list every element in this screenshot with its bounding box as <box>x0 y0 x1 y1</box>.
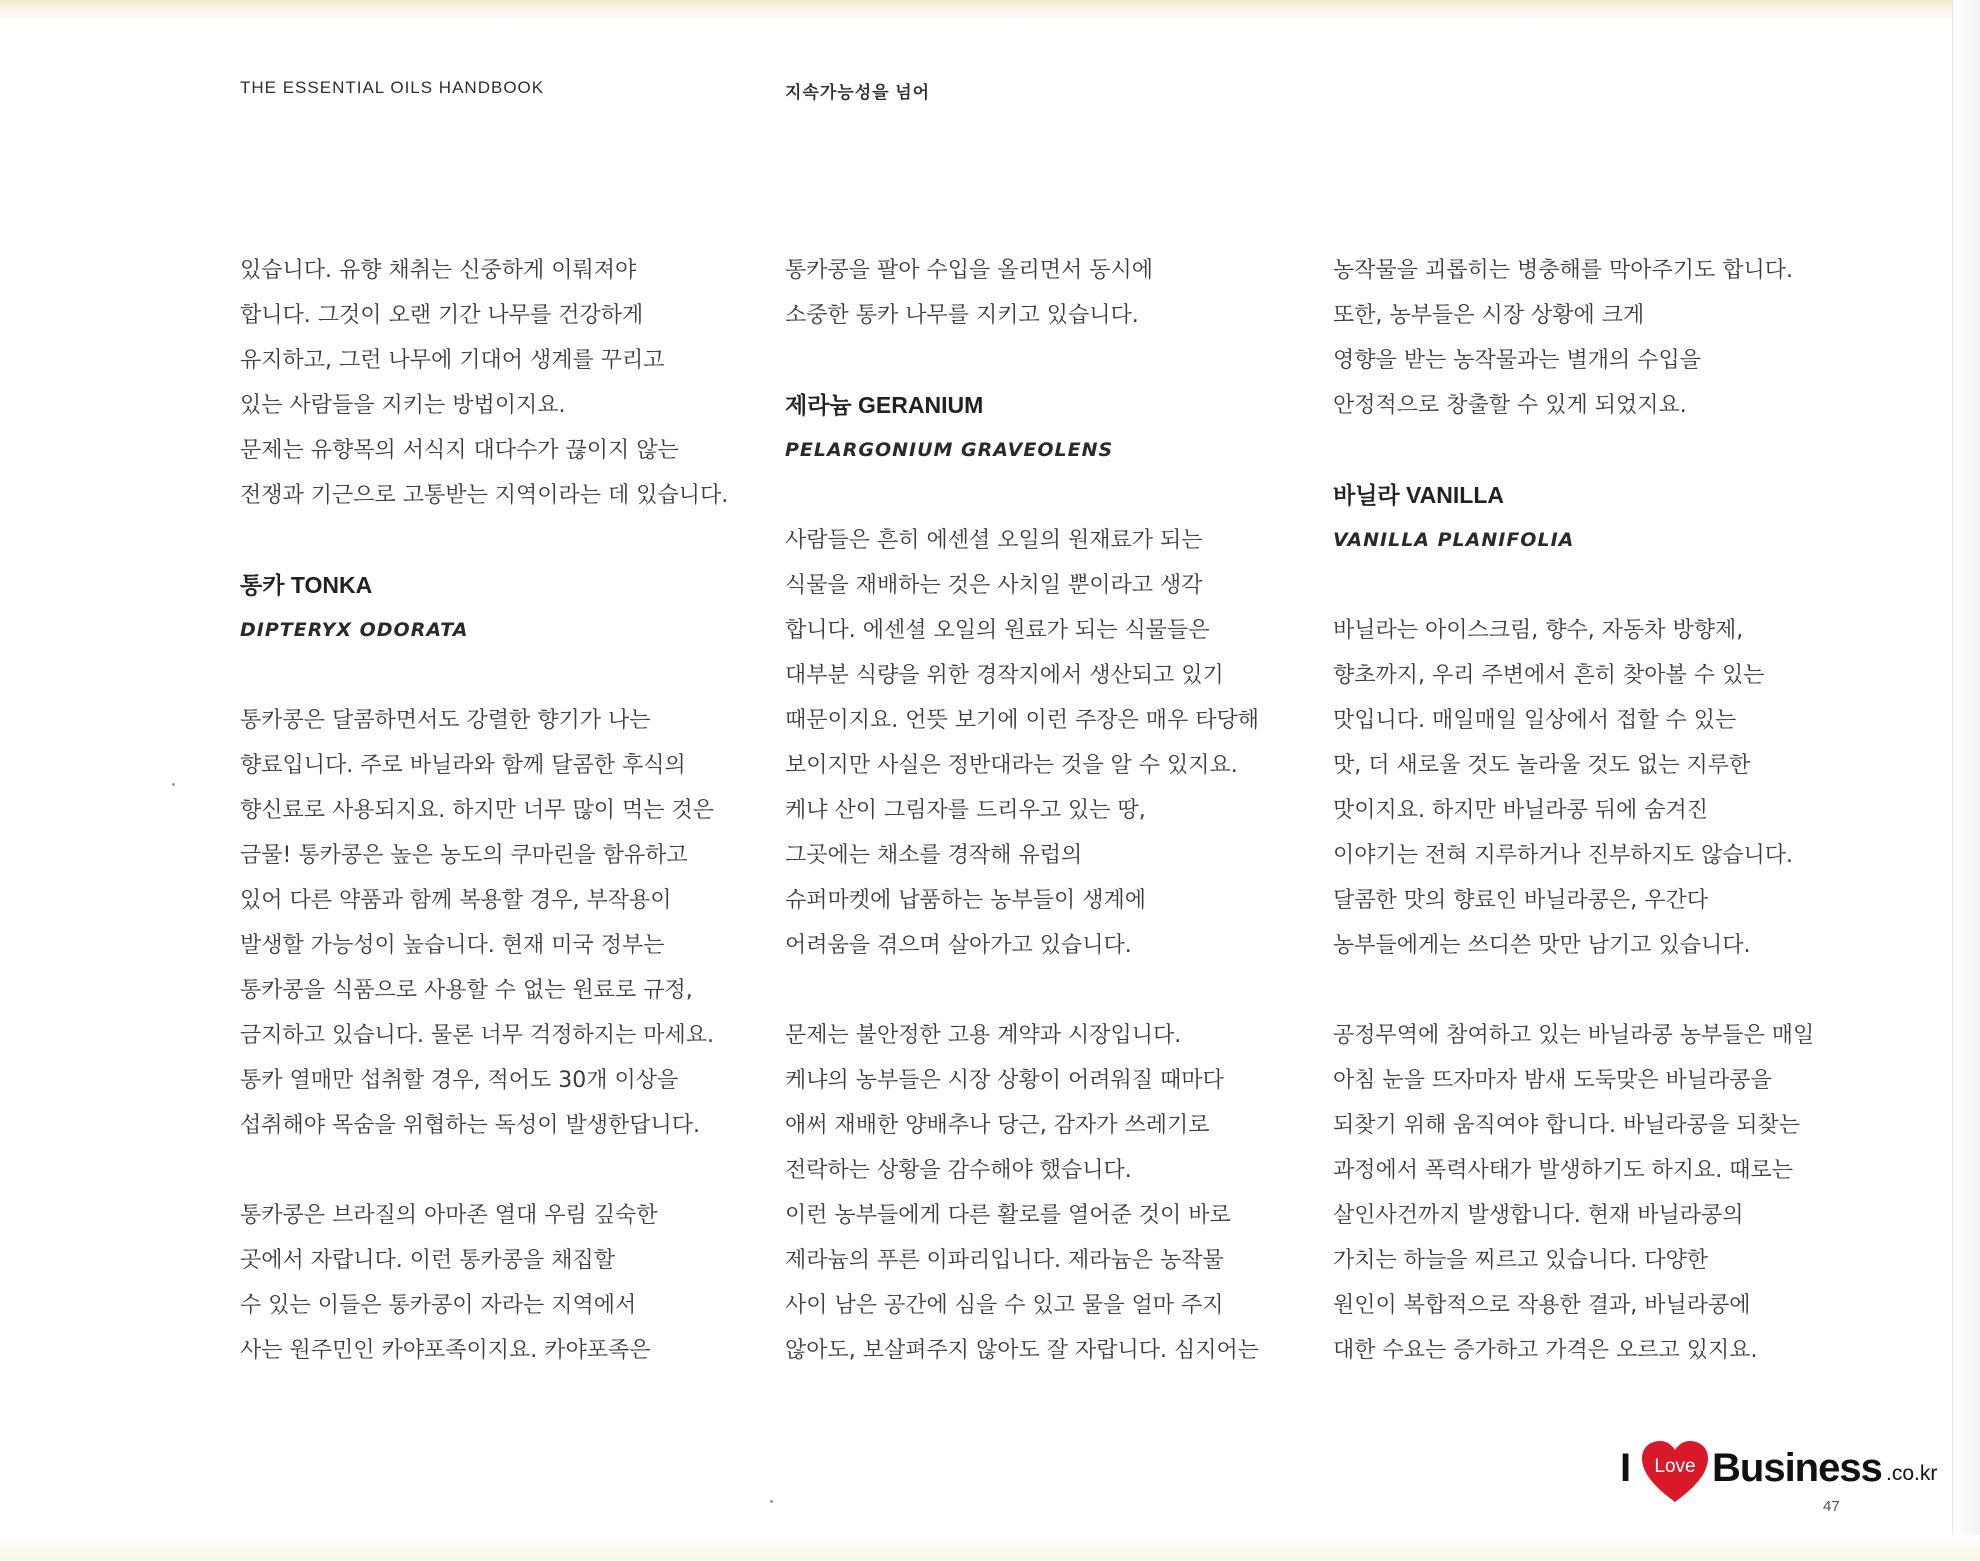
text-line: 안정적으로 창출할 수 있게 되었지요. <box>1333 393 1687 418</box>
section-heading-geranium: 제라늄 GERANIUM <box>785 392 984 418</box>
text-line: 때문이지요. 언뜻 보기에 이런 주장은 매우 타당해 <box>785 708 1259 733</box>
text-line: 있습니다. 유향 채취는 신중하게 이뤄져야 <box>240 258 637 283</box>
text-line: 과정에서 폭력사태가 발생하기도 하지요. 때로는 <box>1333 1158 1794 1183</box>
text-line: 향초까지, 우리 주변에서 흔히 찾아볼 수 있는 <box>1333 663 1765 688</box>
paragraph-geranium-end <box>1333 248 1873 428</box>
paragraph-gap <box>1333 968 1873 1013</box>
paragraph-geranium-2 <box>785 1013 1325 1373</box>
page-bottom-edge <box>0 1535 1980 1561</box>
text-line: 공정무역에 참여하고 있는 바닐라콩 농부들은 매일 <box>1333 1023 1815 1048</box>
paragraph-tonka-end <box>785 248 1325 338</box>
text-column-1 <box>240 248 780 1373</box>
text-line: 이런 농부들에게 다른 활로를 열어준 것이 바로 <box>785 1203 1231 1228</box>
text-line: 맛입니다. 매일매일 일상에서 접할 수 있는 <box>1333 708 1737 733</box>
page-top-edge <box>0 0 1980 22</box>
text-line: 이야기는 전혀 지루하거나 진부하지도 않습니다. <box>1333 843 1794 868</box>
text-line: 대부분 식량을 위한 경작지에서 생산되고 있기 <box>785 663 1224 688</box>
paragraph-gap <box>1333 563 1873 608</box>
text-line: 곳에서 자랍니다. 이런 통카콩을 채집할 <box>240 1248 615 1273</box>
text-line: 통카콩을 팔아 수입을 올리면서 동시에 <box>785 258 1154 283</box>
text-line: 제라늄의 푸른 이파리입니다. 제라늄은 농작물 <box>785 1248 1224 1273</box>
logo-love-text: Love <box>1654 1456 1696 1477</box>
latin-name-tonka: DIPTERYX ODORATA <box>240 619 469 641</box>
logo-business-text: Business <box>1712 1446 1882 1490</box>
book-title: THE ESSENTIAL OILS HANDBOOK <box>240 78 545 97</box>
text-line: 가치는 하늘을 찌르고 있습니다. 다양한 <box>1333 1248 1708 1273</box>
text-line: 또한, 농부들은 시장 상황에 크게 <box>1333 303 1645 328</box>
paragraph-gap <box>1333 428 1873 473</box>
paragraph-frankincense-end <box>240 248 780 518</box>
page-number: 47 <box>1823 1498 1840 1515</box>
text-line: 바닐라는 아이스크림, 향수, 자동차 방향제, <box>1333 618 1744 643</box>
text-line: 문제는 불안정한 고용 계약과 시장입니다. <box>785 1023 1182 1048</box>
text-line: 사이 남은 공간에 심을 수 있고 물을 얼마 주지 <box>785 1293 1224 1318</box>
text-line: 금물! 통카콩은 높은 농도의 쿠마린을 함유하고 <box>240 843 688 868</box>
paragraph-geranium-1 <box>785 518 1325 968</box>
text-line: 슈퍼마켓에 납품하는 농부들이 생계에 <box>785 888 1147 913</box>
text-column-2 <box>785 248 1325 1373</box>
text-line: 유지하고, 그런 나무에 기대어 생계를 꾸리고 <box>240 348 665 373</box>
text-line: 통카콩을 식품으로 사용할 수 없는 원료로 규정, <box>240 978 693 1003</box>
text-line: 수 있는 이들은 통카콩이 자라는 지역에서 <box>240 1293 637 1318</box>
text-line: 되찾기 위해 움직여야 합니다. 바닐라콩을 되찾는 <box>1333 1113 1801 1138</box>
text-column-3 <box>1333 248 1873 1373</box>
paragraph-gap <box>785 338 1325 383</box>
text-line: 식물을 재배하는 것은 사치일 뿐이라고 생각 <box>785 573 1203 598</box>
text-line: 전락하는 상황을 감수해야 했습니다. <box>785 1158 1132 1183</box>
text-line: 향신료로 사용되지요. 하지만 너무 많이 먹는 것은 <box>240 798 714 823</box>
text-line: 통카콩은 브라질의 아마존 열대 우림 깊숙한 <box>240 1203 658 1228</box>
paragraph-vanilla-1 <box>1333 608 1873 968</box>
text-line: 향료입니다. 주로 바닐라와 함께 달콤한 후식의 <box>240 753 686 778</box>
page-right-edge <box>1952 0 1980 1561</box>
paragraph-vanilla-2 <box>1333 1013 1873 1373</box>
text-line: 보이지만 사실은 정반대라는 것을 알 수 있지요. <box>785 753 1238 778</box>
latin-name-geranium: PELARGONIUM GRAVEOLENS <box>785 439 1114 461</box>
text-line: 맛, 더 새로울 것도 놀라울 것도 없는 지루한 <box>1333 753 1751 778</box>
text-line: 합니다. 그것이 오랜 기간 나무를 건강하게 <box>240 303 644 328</box>
text-line: 섭취해야 목숨을 위협하는 독성이 발생한답니다. <box>240 1113 701 1138</box>
paragraph-gap <box>785 473 1325 518</box>
ilovebusiness-logo <box>1620 1440 1940 1510</box>
text-line: 있어 다른 약품과 함께 복용할 경우, 부작용이 <box>240 888 672 913</box>
text-line: 사는 원주민인 카야포족이지요. 카야포족은 <box>240 1338 651 1363</box>
text-line: 문제는 유향목의 서식지 대다수가 끊이지 않는 <box>240 438 679 463</box>
text-line: 살인사건까지 발생합니다. 현재 바닐라콩의 <box>1333 1203 1744 1228</box>
section-heading-vanilla: 바닐라 VANILLA <box>1333 482 1504 508</box>
paper-speck <box>172 783 175 786</box>
paragraph-gap <box>240 1148 780 1193</box>
text-line: 합니다. 에센셜 오일의 원료가 되는 식물들은 <box>785 618 1210 643</box>
paper-speck <box>770 1500 773 1503</box>
paragraph-gap <box>240 653 780 698</box>
text-line: 통카콩은 달콤하면서도 강렬한 향기가 나는 <box>240 708 651 733</box>
text-line: 맛이지요. 하지만 바닐라콩 뒤에 숨겨진 <box>1333 798 1708 823</box>
text-line: 원인이 복합적으로 작용한 결과, 바닐라콩에 <box>1333 1293 1751 1318</box>
text-line: 달콤한 맛의 향료인 바닐라콩은, 우간다 <box>1333 888 1708 913</box>
text-line: 대한 수요는 증가하고 가격은 오르고 있지요. <box>1333 1338 1758 1363</box>
paragraph-gap <box>240 518 780 563</box>
text-line: 케냐 산이 그림자를 드리우고 있는 땅, <box>785 798 1146 823</box>
logo-domain-text: .co.kr <box>1886 1462 1938 1485</box>
text-line: 어려움을 겪으며 살아가고 있습니다. <box>785 933 1132 958</box>
text-line: 그곳에는 채소를 경작해 유럽의 <box>785 843 1083 868</box>
text-line: 발생할 가능성이 높습니다. 현재 미국 정부는 <box>240 933 665 958</box>
section-heading-tonka: 통카 TONKA <box>240 572 373 598</box>
text-line: 있는 사람들을 지키는 방법이지요. <box>240 393 566 418</box>
text-line: 케냐의 농부들은 시장 상황이 어려워질 때마다 <box>785 1068 1224 1093</box>
latin-name-vanilla: VANILLA PLANIFOLIA <box>1333 529 1575 551</box>
text-line: 농작물을 괴롭히는 병충해를 막아주기도 합니다. <box>1333 258 1794 283</box>
paragraph-gap <box>785 968 1325 1013</box>
text-line: 아침 눈을 뜨자마자 밤새 도둑맞은 바닐라콩을 <box>1333 1068 1772 1093</box>
text-line: 금지하고 있습니다. 물론 너무 걱정하지는 마세요. <box>240 1023 714 1048</box>
text-line: 농부들에게는 쓰디쓴 맛만 남기고 있습니다. <box>1333 933 1751 958</box>
text-line: 영향을 받는 농작물과는 별개의 수입을 <box>1333 348 1702 373</box>
text-line: 전쟁과 기근으로 고통받는 지역이라는 데 있습니다. <box>240 483 729 508</box>
text-line: 소중한 통카 나무를 지키고 있습니다. <box>785 303 1139 328</box>
heart-icon <box>1640 1440 1710 1504</box>
chapter-title: 지속가능성을 넘어 <box>785 83 931 102</box>
logo-i-letter: I <box>1620 1446 1632 1490</box>
paragraph-tonka-1 <box>240 698 780 1148</box>
text-line: 사람들은 흔히 에센셜 오일의 원재료가 되는 <box>785 528 1203 553</box>
text-line: 않아도, 보살펴주지 않아도 잘 자랍니다. 심지어는 <box>785 1338 1259 1363</box>
text-line: 통카 열매만 섭취할 경우, 적어도 30개 이상을 <box>240 1068 679 1093</box>
paragraph-tonka-2 <box>240 1193 780 1373</box>
text-line: 애써 재배한 양배추나 당근, 감자가 쓰레기로 <box>785 1113 1210 1138</box>
